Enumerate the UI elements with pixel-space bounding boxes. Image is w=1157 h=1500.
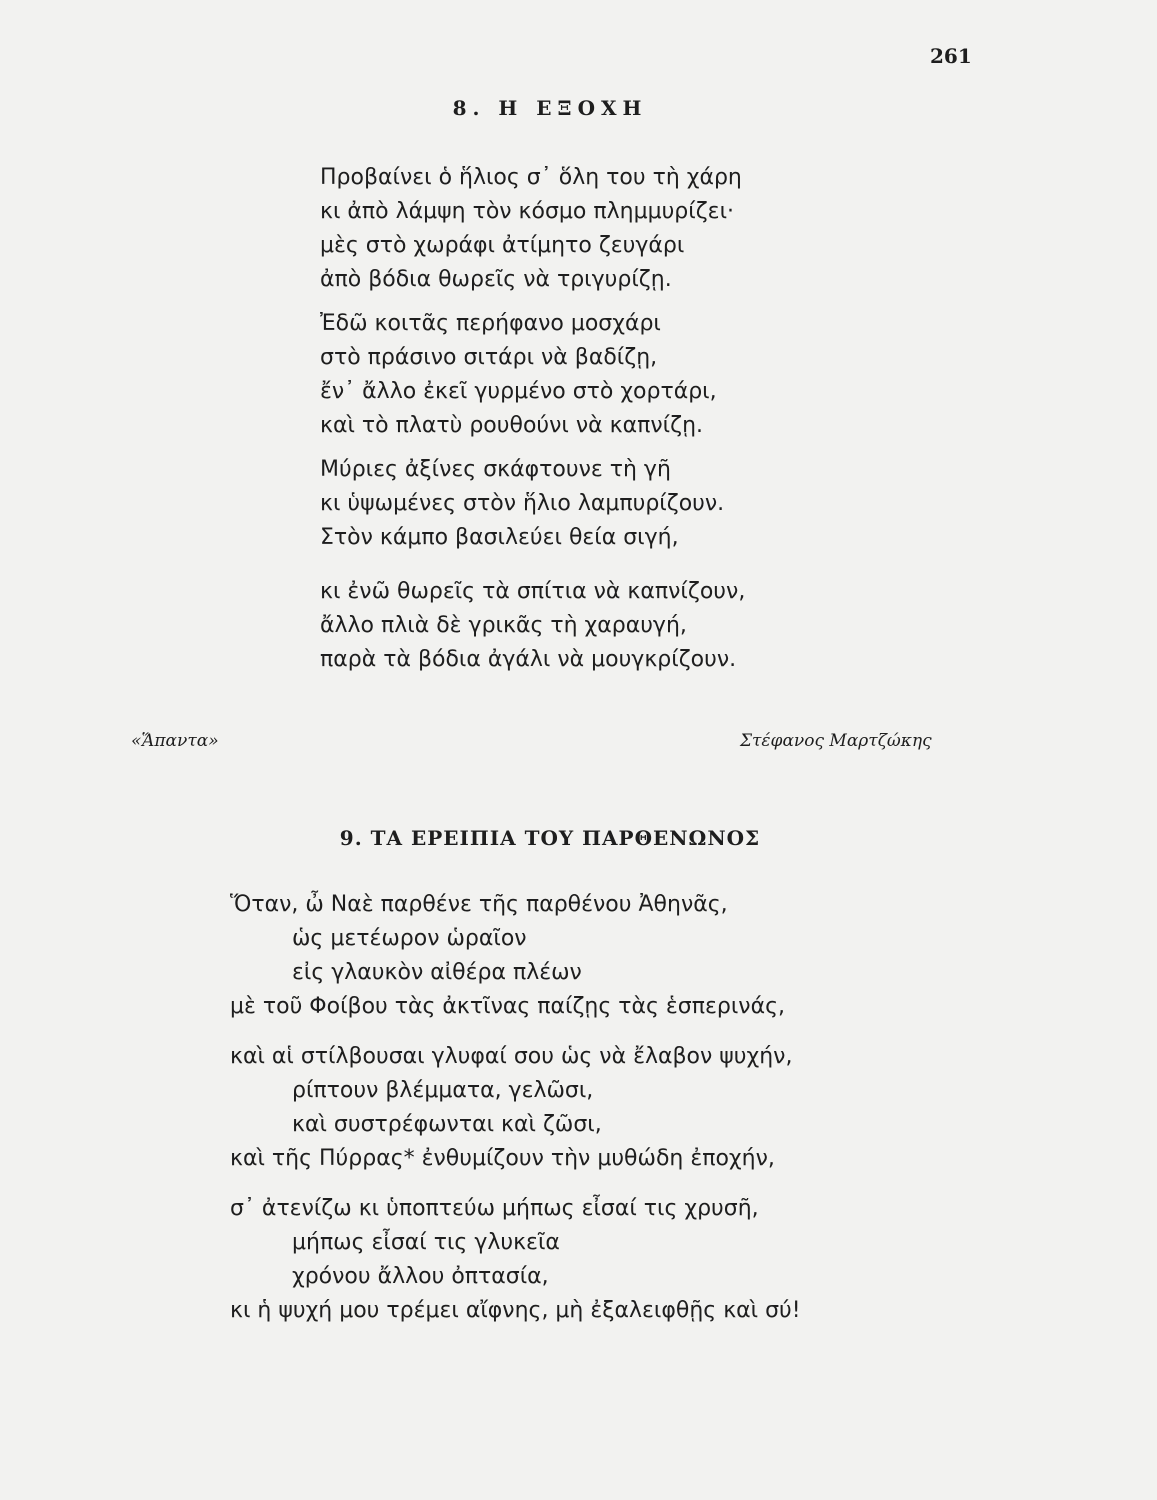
page-number: 261 <box>930 44 972 68</box>
verse-line: μὲ τοῦ Φοίβου τὰς ἀκτῖνας παίζῃς τὰς ἑσπερινάς, <box>230 994 785 1019</box>
verse-line: μὲς στὸ χωράφι ἀτίμητο ζευγάρι <box>320 233 685 258</box>
poem2-title: 9. ΤΑ ΕΡΕΙΠΙΑ ΤΟΥ ΠΑΡΘΕΝΩΝΟΣ <box>339 826 761 850</box>
poem1-body <box>320 161 745 687</box>
verse-line: Ἐδῶ κοιτᾶς περήφανο μοσχάρι <box>320 311 661 336</box>
verse-line: Ὅταν, ὦ Ναὲ παρθένε τῆς παρθένου Ἀθηνᾶς, <box>230 892 728 917</box>
verse-line: ρίπτουν βλέμματα, γελῶσι, <box>292 1078 594 1103</box>
verse-line: στὸ πράσινο σιτάρι νὰ βαδίζῃ, <box>320 345 658 370</box>
verse-line: Προβαίνει ὁ ἥλιος σ᾽ ὅλη του τὴ χάρη <box>320 165 742 190</box>
verse-line: κι ἐνῶ θωρεῖς τὰ σπίτια νὰ καπνίζουν, <box>320 579 746 604</box>
poem2-stanza-3 <box>230 1192 801 1328</box>
poem1-title: 8. Η ΕΞΟΧΗ <box>452 96 648 120</box>
verse-line: Μύριες ἀξίνες σκάφτουνε τὴ γῆ <box>320 457 671 482</box>
verse-line: μήπως εἶσαί τις γλυκεῖα <box>292 1230 560 1255</box>
poem1-stanza-3 <box>320 453 745 555</box>
verse-line: κι ὑψωμένες στὸν ἥλιο λαμπυρίζουν. <box>320 491 725 516</box>
poem1-stanza-1 <box>320 161 745 297</box>
verse-line: κι ἀπὸ λάμψη τὸν κόσμο πλημμυρίζει· <box>320 199 735 224</box>
poem1-author: Στέφανος Μαρτζώκης <box>740 731 932 751</box>
verse-line: παρὰ τὰ βόδια ἀγάλι νὰ μουγκρίζουν. <box>320 647 737 672</box>
verse-line: σ᾽ ἀτενίζω κι ὑποπτεύω μήπως εἶσαί τις χρυσῆ, <box>230 1196 759 1221</box>
poem2-body <box>230 888 801 1338</box>
verse-line: Στὸν κάμπο βασιλεύει θεία σιγή, <box>320 525 679 550</box>
verse-line: καὶ τῆς Πύρρας* ἐνθυμίζουν τὴν μυθώδη ἐποχήν, <box>230 1146 775 1171</box>
verse-line: κι ἡ ψυχή μου τρέμει αἴφνης, μὴ ἐξαλειφθῇς καὶ σύ! <box>230 1298 801 1323</box>
poem2-stanza-2 <box>230 1040 801 1176</box>
verse-line: ἄλλο πλιὰ δὲ γρικᾶς τὴ χαραυγή, <box>320 613 687 638</box>
verse-line: εἰς γλαυκὸν αἰθέρα πλέων <box>292 960 582 985</box>
verse-line: ἀπὸ βόδια θωρεῖς νὰ τριγυρίζῃ. <box>320 267 672 292</box>
verse-line: καὶ αἱ στίλβουσαι γλυφαί σου ὡς νὰ ἔλαβον ψυχήν, <box>230 1044 793 1069</box>
verse-line: καὶ συστρέφωνται καὶ ζῶσι, <box>292 1112 602 1137</box>
poem1-stanza-4 <box>320 575 745 677</box>
verse-line: ἔν᾽ ἄλλο ἐκεῖ γυρμένο στὸ χορτάρι, <box>320 379 717 404</box>
poem1-stanza-2 <box>320 307 745 443</box>
poem1-source: «Ἅπαντα» <box>131 731 219 751</box>
poem2-stanza-1 <box>230 888 801 1024</box>
verse-line: χρόνου ἄλλου ὀπτασία, <box>292 1264 549 1289</box>
verse-line: ὡς μετέωρον ὡραῖον <box>292 926 527 951</box>
verse-line: καὶ τὸ πλατὺ ρουθούνι νὰ καπνίζῃ. <box>320 413 704 438</box>
